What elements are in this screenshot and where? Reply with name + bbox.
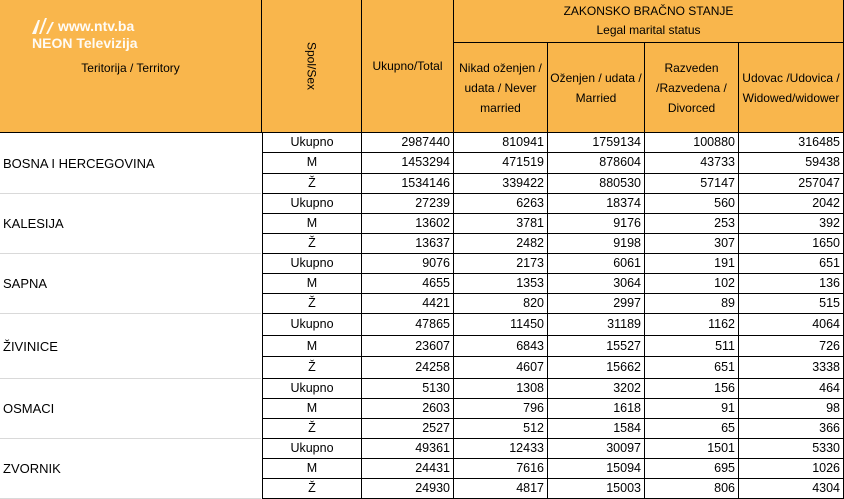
cell-total[interactable]: 13602 xyxy=(362,214,454,234)
cell-divorced[interactable]: 695 xyxy=(645,459,739,479)
cell-sex[interactable]: Ukupno xyxy=(262,133,362,153)
cell-divorced[interactable]: 253 xyxy=(645,214,739,234)
cell-divorced[interactable]: 1162 xyxy=(645,314,739,336)
cell-divorced[interactable]: 43733 xyxy=(645,153,739,173)
cell-widowed[interactable]: 651 xyxy=(739,254,844,274)
cell-total[interactable]: 1534146 xyxy=(362,174,454,194)
header-sex[interactable] xyxy=(262,0,362,133)
cell-sex[interactable]: M xyxy=(262,336,362,358)
cell-never-married[interactable]: 3781 xyxy=(454,214,548,234)
header-sex-label: Spol/Sex xyxy=(304,41,319,91)
cell-widowed[interactable]: 5330 xyxy=(739,439,844,459)
cell-divorced[interactable]: 100880 xyxy=(645,133,739,153)
cell-widowed[interactable]: 316485 xyxy=(739,133,844,153)
cell-never-married[interactable]: 339422 xyxy=(454,174,548,194)
cell-sex[interactable]: Ukupno xyxy=(262,379,362,399)
header-married-label: Oženjen / udata / Married xyxy=(550,70,642,105)
cell-total[interactable]: 27239 xyxy=(362,194,454,214)
cell-widowed[interactable]: 392 xyxy=(739,214,844,234)
cell-divorced[interactable]: 191 xyxy=(645,254,739,274)
header-divorced[interactable] xyxy=(645,43,739,133)
cell-sex[interactable]: M xyxy=(262,274,362,294)
cell-total[interactable]: 9076 xyxy=(362,254,454,274)
cell-widowed[interactable]: 59438 xyxy=(739,153,844,173)
cell-widowed[interactable]: 4304 xyxy=(739,479,844,499)
cell-sex[interactable]: Ukupno xyxy=(262,194,362,214)
header-total-label: Ukupno/Total xyxy=(372,59,443,73)
cell-never-married[interactable]: 471519 xyxy=(454,153,548,173)
header-never-married[interactable] xyxy=(454,43,548,133)
cell-total[interactable]: 4421 xyxy=(362,294,454,314)
watermark-url: www.ntv.ba xyxy=(58,18,135,34)
territory-cell[interactable]: ZVORNIK xyxy=(0,439,261,499)
cell-never-married[interactable]: 2173 xyxy=(454,254,548,274)
cell-married[interactable]: 6061 xyxy=(548,254,645,274)
ntv-logo-icon xyxy=(30,16,56,36)
cell-never-married[interactable]: 4817 xyxy=(454,479,548,499)
cell-sex[interactable]: M xyxy=(262,214,362,234)
cell-widowed[interactable]: 2042 xyxy=(739,194,844,214)
watermark xyxy=(32,18,138,52)
cell-widowed[interactable]: 1650 xyxy=(739,234,844,254)
cell-never-married[interactable]: 810941 xyxy=(454,133,548,153)
cell-sex[interactable]: Ukupno xyxy=(262,314,362,336)
cell-married[interactable]: 15003 xyxy=(548,479,645,499)
cell-sex[interactable]: M xyxy=(262,459,362,479)
header-total[interactable] xyxy=(362,0,454,133)
cell-married[interactable]: 30097 xyxy=(548,439,645,459)
header-group[interactable] xyxy=(454,0,844,43)
territory-cell[interactable]: OSMACI xyxy=(0,379,261,439)
cell-never-married[interactable]: 6263 xyxy=(454,194,548,214)
cell-divorced[interactable]: 1501 xyxy=(645,439,739,459)
cell-married[interactable]: 1584 xyxy=(548,419,645,439)
cell-married[interactable]: 15662 xyxy=(548,357,645,379)
cell-never-married[interactable]: 12433 xyxy=(454,439,548,459)
cell-never-married[interactable]: 6843 xyxy=(454,336,548,358)
cell-sex[interactable]: M xyxy=(262,399,362,419)
cell-total[interactable]: 2527 xyxy=(362,419,454,439)
cell-married[interactable]: 9198 xyxy=(548,234,645,254)
cell-total[interactable]: 5130 xyxy=(362,379,454,399)
cell-divorced[interactable]: 307 xyxy=(645,234,739,254)
cell-sex[interactable]: Ž xyxy=(262,419,362,439)
cell-divorced[interactable]: 156 xyxy=(645,379,739,399)
cell-total[interactable]: 13637 xyxy=(362,234,454,254)
header-divorced-label: Razveden /Razvedena / Divorced xyxy=(656,60,727,115)
cell-sex[interactable]: M xyxy=(262,153,362,173)
cell-married[interactable]: 2997 xyxy=(548,294,645,314)
territory-cell[interactable]: KALESIJA xyxy=(0,194,261,254)
territory-cell[interactable]: BOSNA I HERCEGOVINA xyxy=(0,133,261,194)
cell-total[interactable]: 49361 xyxy=(362,439,454,459)
cell-divorced[interactable]: 806 xyxy=(645,479,739,499)
cell-divorced[interactable]: 560 xyxy=(645,194,739,214)
cell-total[interactable]: 1453294 xyxy=(362,153,454,173)
cell-sex[interactable]: Ž xyxy=(262,174,362,194)
cell-sex[interactable]: Ž xyxy=(262,294,362,314)
cell-widowed[interactable]: 366 xyxy=(739,419,844,439)
cell-sex[interactable]: Ž xyxy=(262,234,362,254)
cell-married[interactable]: 880530 xyxy=(548,174,645,194)
header-group-subtitle: Legal marital status xyxy=(596,23,701,37)
cell-never-married[interactable]: 7616 xyxy=(454,459,548,479)
cell-married[interactable]: 878604 xyxy=(548,153,645,173)
cell-total[interactable]: 24258 xyxy=(362,357,454,379)
header-never-married-label: Nikad oženjen / udata / Never married xyxy=(459,60,542,115)
cell-divorced[interactable]: 89 xyxy=(645,294,739,314)
cell-total[interactable]: 23607 xyxy=(362,336,454,358)
cell-divorced[interactable]: 65 xyxy=(645,419,739,439)
cell-sex[interactable]: Ukupno xyxy=(262,254,362,274)
cell-widowed[interactable]: 257047 xyxy=(739,174,844,194)
cell-divorced[interactable]: 91 xyxy=(645,399,739,419)
cell-married[interactable]: 9176 xyxy=(548,214,645,234)
cell-divorced[interactable]: 511 xyxy=(645,336,739,358)
cell-married[interactable]: 3202 xyxy=(548,379,645,399)
cell-total[interactable]: 47865 xyxy=(362,314,454,336)
cell-divorced[interactable]: 651 xyxy=(645,357,739,379)
cell-never-married[interactable]: 11450 xyxy=(454,314,548,336)
cell-never-married[interactable]: 512 xyxy=(454,419,548,439)
header-widowed-label: Udovac /Udovica / Widowed/widower xyxy=(742,70,840,105)
cell-widowed[interactable]: 3338 xyxy=(739,357,844,379)
cell-married[interactable]: 1618 xyxy=(548,399,645,419)
cell-sex[interactable]: Ž xyxy=(262,479,362,499)
cell-widowed[interactable]: 98 xyxy=(739,399,844,419)
cell-total[interactable]: 24431 xyxy=(362,459,454,479)
cell-never-married[interactable]: 1308 xyxy=(454,379,548,399)
cell-widowed[interactable]: 726 xyxy=(739,336,844,358)
cell-married[interactable]: 15094 xyxy=(548,459,645,479)
cell-never-married[interactable]: 2482 xyxy=(454,234,548,254)
cell-total[interactable]: 2987440 xyxy=(362,133,454,153)
watermark-brand: NEON Televizija xyxy=(32,35,138,51)
territory-cell[interactable]: SAPNA xyxy=(0,254,261,314)
cell-married[interactable]: 3064 xyxy=(548,274,645,294)
territory-cell[interactable]: ŽIVINICE xyxy=(0,314,261,379)
header-group-title: ZAKONSKO BRAČNO STANJE xyxy=(563,4,734,18)
cell-total[interactable]: 2603 xyxy=(362,399,454,419)
cell-total[interactable]: 4655 xyxy=(362,274,454,294)
cell-divorced[interactable]: 102 xyxy=(645,274,739,294)
cell-widowed[interactable]: 136 xyxy=(739,274,844,294)
cell-never-married[interactable]: 4607 xyxy=(454,357,548,379)
header-widowed[interactable] xyxy=(739,43,844,133)
header-territory-label: Teritorija / Territory xyxy=(81,61,180,75)
cell-married[interactable]: 18374 xyxy=(548,194,645,214)
cell-married[interactable]: 31189 xyxy=(548,314,645,336)
cell-never-married[interactable]: 1353 xyxy=(454,274,548,294)
cell-widowed[interactable]: 515 xyxy=(739,294,844,314)
cell-sex[interactable]: Ukupno xyxy=(262,439,362,459)
cell-total[interactable]: 24930 xyxy=(362,479,454,499)
cell-never-married[interactable]: 820 xyxy=(454,294,548,314)
cell-widowed[interactable]: 1026 xyxy=(739,459,844,479)
cell-sex[interactable]: Ž xyxy=(262,357,362,379)
cell-widowed[interactable]: 464 xyxy=(739,379,844,399)
cell-married[interactable]: 1759134 xyxy=(548,133,645,153)
cell-divorced[interactable]: 57147 xyxy=(645,174,739,194)
cell-married[interactable]: 15527 xyxy=(548,336,645,358)
cell-never-married[interactable]: 796 xyxy=(454,399,548,419)
cell-widowed[interactable]: 4064 xyxy=(739,314,844,336)
header-married[interactable] xyxy=(548,43,645,133)
